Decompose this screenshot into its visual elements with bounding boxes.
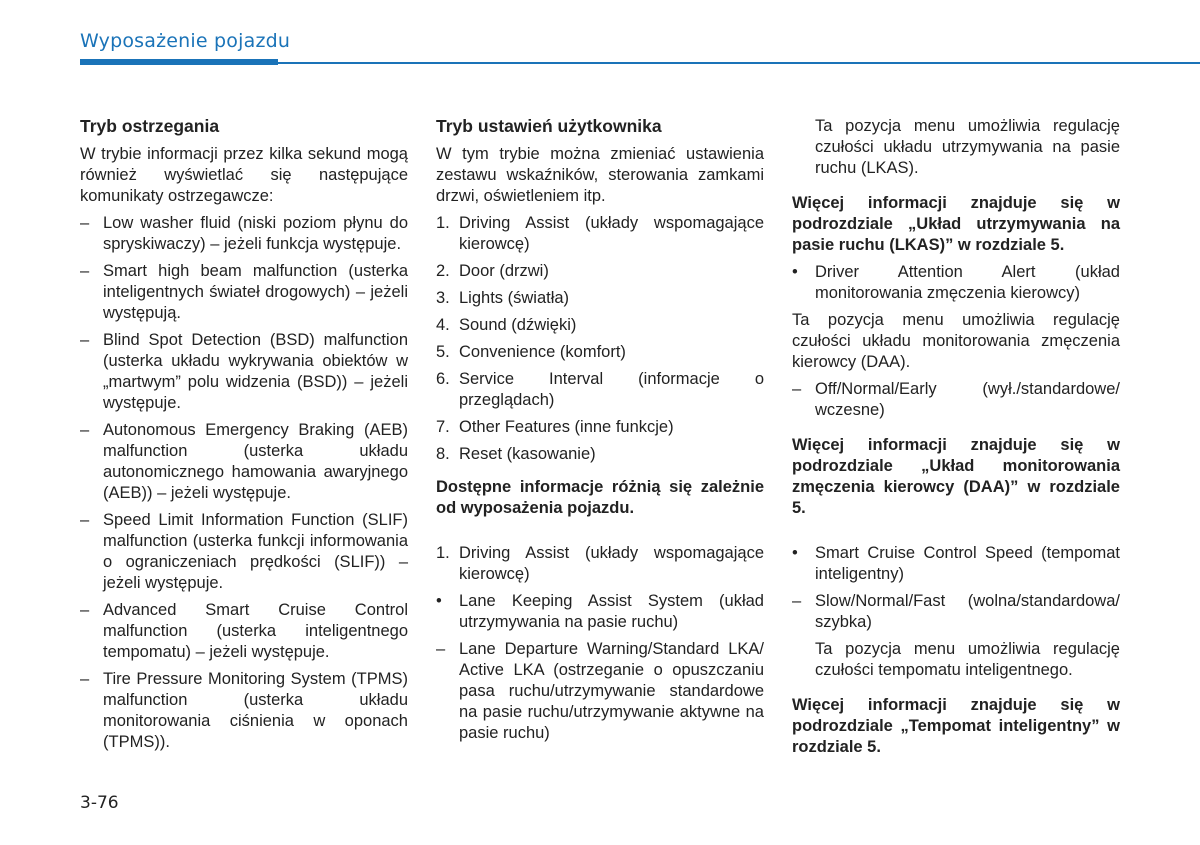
section-title: Wyposażenie pojazdu xyxy=(80,30,291,52)
item-number: 7. xyxy=(436,418,450,436)
bullet-item xyxy=(436,591,764,633)
list-item xyxy=(80,669,408,753)
dash-item xyxy=(792,591,1120,633)
item-number: 2. xyxy=(436,262,450,280)
dash-item-text: Lane Departure Warning/Standard LKA/ Active LKA (ostrzeganie o opuszczaniu pasa ruchu/utrzymywanie standardowe na pasie ruchu/utrzymywanie aktywne na pasie ruchu) xyxy=(459,640,764,742)
bullet-marker: • xyxy=(792,263,798,281)
menu-item-text: Other Features (inne funkcje) xyxy=(459,418,674,436)
item-number: 5. xyxy=(436,343,450,361)
heading-user-settings: Tryb ustawień użytkownika xyxy=(436,116,662,136)
section-heading-text: Driving Assist (układy wspomagające kierowcę) xyxy=(459,544,764,583)
menu-list-item xyxy=(436,261,764,282)
dash-marker: – xyxy=(80,670,90,688)
menu-item-text: Convenience (komfort) xyxy=(459,343,626,361)
item-number: 4. xyxy=(436,316,450,334)
dash-item xyxy=(436,639,764,744)
page-number: 3-76 xyxy=(80,793,119,813)
list-item-text: Advanced Smart Cruise Control malfunction (usterka inteligentnego tempomatu) – jeżeli występuje. xyxy=(103,601,408,661)
menu-item-text: Driving Assist (układy wspomagające kierowcę) xyxy=(459,214,764,253)
dash-item-text: Slow/Normal/Fast (wolna/standardowa/ szybka) xyxy=(815,592,1120,631)
bullet-item-text: Smart Cruise Control Speed (tempomat inteligentny) xyxy=(815,544,1120,583)
list-item xyxy=(80,330,408,414)
menu-list-item xyxy=(436,444,764,465)
menu-list-item xyxy=(436,288,764,309)
lkas-reference: Więcej informacji znajduje się w podrozdziale „Układ utrzymywania na pasie ruchu (LKAS)” w rozdziale 5. xyxy=(792,194,1120,254)
list-item xyxy=(80,420,408,504)
daa-description: Ta pozycja menu umożliwia regulację czułości układu monitorowania zmęczenia kierowcy (DAA). xyxy=(792,311,1120,371)
scc-description: Ta pozycja menu umożliwia regulację czułości tempomatu inteligentnego. xyxy=(815,640,1120,679)
menu-item-text: Sound (dźwięki) xyxy=(459,316,577,334)
list-item xyxy=(80,213,408,255)
dash-item xyxy=(792,379,1120,421)
dash-marker: – xyxy=(80,331,90,349)
dash-item-text: Off/Normal/Early (wył./standardowe/ wczesne) xyxy=(815,380,1120,419)
column-driving-assist-details xyxy=(792,116,1120,764)
dash-marker: – xyxy=(80,511,90,529)
bullet-marker: • xyxy=(436,592,442,610)
header-accent-bar xyxy=(80,59,278,65)
list-item xyxy=(80,261,408,324)
item-number: 3. xyxy=(436,289,450,307)
list-item-text: Speed Limit Information Function (SLIF) malfunction (usterka funkcji informowania o ograniczeniach prędkości (SLIF)) – jeżeli występuje. xyxy=(103,511,408,592)
bullet-item-text: Lane Keeping Assist System (układ utrzymywania na pasie ruchu) xyxy=(459,592,764,631)
dash-marker: – xyxy=(436,640,446,658)
menu-list-item xyxy=(436,342,764,363)
warning-intro: W trybie informacji przez kilka sekund mogą również wyświetlać się następujące komunikaty ostrzegawcze: xyxy=(80,145,408,205)
dash-marker: – xyxy=(80,601,90,619)
scc-reference: Więcej informacji znajduje się w podrozdziale „Tempomat inteligentny” w rozdziale 5. xyxy=(792,696,1120,756)
list-item-text: Tire Pressure Monitoring System (TPMS) malfunction (usterka układu monitorowania ciśnienia w oponach (TPMS)). xyxy=(103,670,408,751)
item-number: 1. xyxy=(436,544,450,562)
equipment-note: Dostępne informacje różnią się zależnie od wyposażenia pojazdu. xyxy=(436,478,764,517)
column-warning-mode xyxy=(80,116,408,759)
menu-list-item xyxy=(436,213,764,255)
bullet-item xyxy=(792,262,1120,304)
user-settings-intro: W tym trybie można zmieniać ustawienia zestawu wskaźników, sterowania zamkami drzwi, oświetleniem itp. xyxy=(436,145,764,205)
dash-marker: – xyxy=(80,262,90,280)
daa-reference: Więcej informacji znajduje się w podrozdziale „Układ monitorowania zmęczenia kierowcy (DAA)” w rozdziale 5. xyxy=(792,436,1120,517)
item-number: 1. xyxy=(436,214,450,232)
menu-list-item xyxy=(436,315,764,336)
lkas-description: Ta pozycja menu umożliwia regulację czułości układu utrzymywania na pasie ruchu (LKAS). xyxy=(815,117,1120,177)
menu-item-text: Reset (kasowanie) xyxy=(459,445,596,463)
dash-marker: – xyxy=(80,214,90,232)
list-item-text: Blind Spot Detection (BSD) malfunction (usterka układu wykrywania obiektów w „martwym” polu widzenia (BSD)) – jeżeli występuje. xyxy=(103,331,408,412)
item-number: 6. xyxy=(436,370,450,388)
menu-item-text: Lights (światła) xyxy=(459,289,570,307)
list-item-text: Smart high beam malfunction (usterka inteligentnych świateł drogowych) – jeżeli występują. xyxy=(103,262,408,322)
bullet-marker: • xyxy=(792,544,798,562)
menu-item-text: Door (drzwi) xyxy=(459,262,549,280)
menu-item-text: Service Interval (informacje o przeglądach) xyxy=(459,370,764,409)
item-number: 8. xyxy=(436,445,450,463)
heading-warning-mode: Tryb ostrzegania xyxy=(80,116,220,136)
menu-list-item xyxy=(436,417,764,438)
list-item xyxy=(80,600,408,663)
bullet-item-text: Driver Attention Alert (układ monitorowania zmęczenia kierowcy) xyxy=(815,263,1120,302)
list-item xyxy=(80,510,408,594)
list-item-text: Low washer fluid (niski poziom płynu do spryskiwaczy) – jeżeli funkcja występuje. xyxy=(103,214,408,253)
list-item-text: Autonomous Emergency Braking (AEB) malfunction (usterka układu autonomicznego hamowania awaryjnego (AEB)) – jeżeli występuje. xyxy=(103,421,408,502)
menu-list-item xyxy=(436,369,764,411)
dash-marker: – xyxy=(792,380,802,398)
section-heading-item xyxy=(436,543,764,585)
bullet-item xyxy=(792,543,1120,585)
column-user-settings xyxy=(436,116,764,750)
dash-marker: – xyxy=(792,592,802,610)
dash-marker: – xyxy=(80,421,90,439)
